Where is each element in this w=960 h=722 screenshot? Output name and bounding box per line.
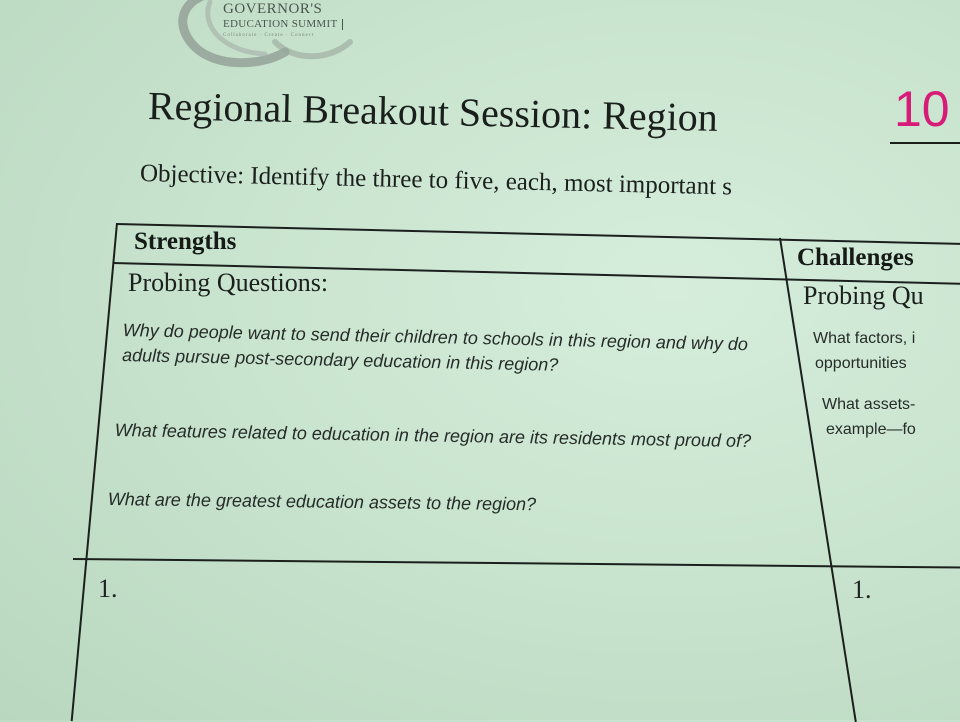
challenges-probing-label: Probing Qu [803, 281, 924, 310]
challenges-question-line-3: What assets- [822, 396, 916, 413]
challenges-heading: Challenges [797, 244, 914, 271]
probing-divider [73, 558, 960, 569]
challenges-question-line-4: example—fo [826, 421, 916, 438]
challenges-item-1: 1. [852, 575, 872, 604]
strengths-heading: Strengths [134, 228, 237, 255]
strengths-question-2: What features related to education in the region are its residents most proud of? [114, 419, 752, 452]
region-number: 10 [894, 81, 950, 137]
objective-text: Objective: Identify the three to five, each, most important s [139, 160, 733, 201]
logo-tagline: Collaborate · Create · Connect [223, 33, 315, 38]
strengths-probing-label: Probing Questions: [128, 268, 329, 297]
logo-title: GOVERNOR'S [223, 1, 323, 17]
challenges-question-line-2: opportunities [815, 355, 907, 372]
summit-logo [165, 0, 425, 72]
table-left-border [71, 223, 118, 721]
logo-subtitle: EDUCATION SUMMIT [223, 19, 343, 30]
strengths-question-3: What are the greatest education assets to the region? [107, 488, 537, 515]
challenges-question-line-1: What factors, i [813, 330, 916, 347]
region-blank-line [890, 142, 960, 144]
strengths-item-1: 1. [98, 574, 118, 603]
table-top-border [116, 223, 960, 245]
page-title: Regional Breakout Session: Region [147, 83, 719, 140]
strengths-question-1: Why do people want to send their children to schools in this region and why do adults pursue post-secondary education in this region? [121, 319, 749, 375]
